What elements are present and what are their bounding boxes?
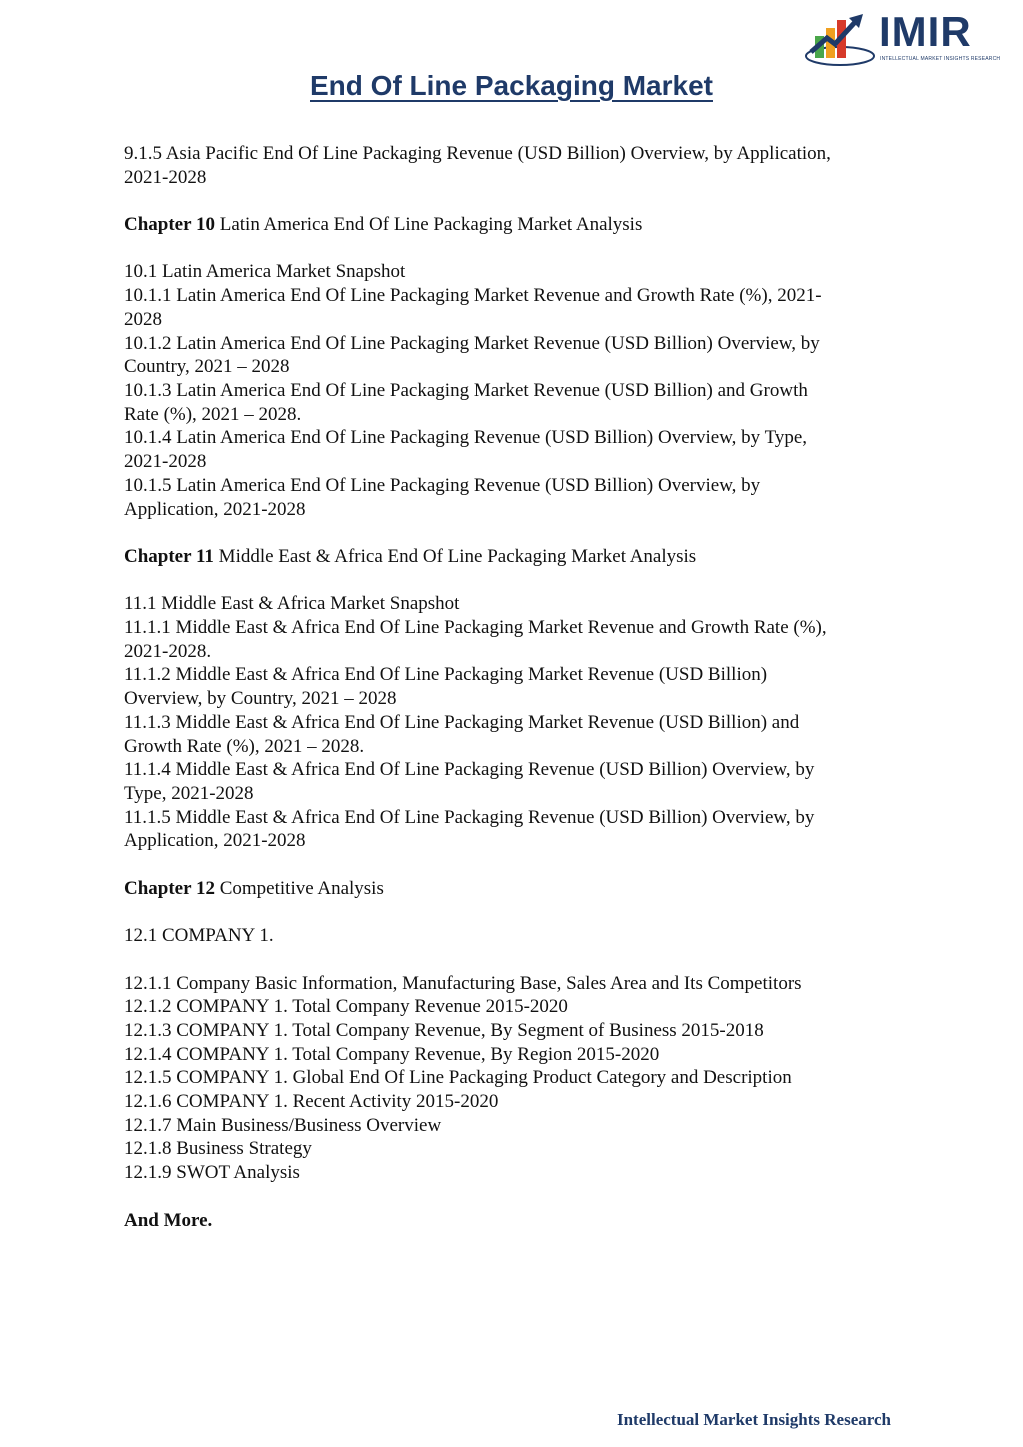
toc-line: 10.1.3 Latin America End Of Line Packaging Market Revenue (USD Billion) and Growth <box>124 380 808 401</box>
chapter-title: Latin America End Of Line Packaging Market Analysis <box>214 214 643 236</box>
chapter-label: Chapter 10 <box>124 214 215 236</box>
toc-line: 11.1 Middle East & Africa Market Snapshot <box>124 593 460 615</box>
toc-block-11 <box>124 592 904 853</box>
toc-line: 10.1.5 Latin America End Of Line Packaging Revenue (USD Billion) Overview, by <box>124 474 761 496</box>
toc-line: 11.1.3 Middle East & Africa End Of Line Packaging Market Revenue (USD Billion) and <box>124 711 800 733</box>
toc-block-10 <box>124 260 904 521</box>
toc-line: 12.1.2 COMPANY 1. Total Company Revenue 2015-2020 <box>124 996 568 1018</box>
toc-block-12-1 <box>124 924 904 948</box>
toc-line: Overview, by Country, 2021 – 2028 <box>124 688 397 710</box>
toc-line: 2028 <box>124 308 162 330</box>
toc-line: Application, 2021-2028 <box>124 498 306 520</box>
toc-line: Country, 2021 – 2028 <box>124 356 290 378</box>
toc-line: 2021-2028 <box>124 451 207 473</box>
toc-content <box>124 142 904 1256</box>
page-title: End Of Line Packaging Market <box>310 70 713 101</box>
bar-chart-arrow-icon <box>805 12 875 68</box>
chapter-10-heading <box>124 213 904 237</box>
chapter-title: Competitive Analysis <box>214 877 384 899</box>
toc-line: 12.1.1 Company Basic Information, Manufacturing Base, Sales Area and Its Competitors <box>124 972 802 994</box>
toc-block-12-1-x <box>124 972 904 1185</box>
toc-line: Rate (%), 2021 – 2028. <box>124 403 302 425</box>
toc-line: 10.1.4 Latin America End Of Line Packaging Revenue (USD Billion) Overview, by Type, <box>124 427 808 449</box>
toc-line: 2021-2028 <box>124 166 207 188</box>
toc-line: 11.1.4 Middle East & Africa End Of Line Packaging Revenue (USD Billion) Overview, by <box>124 759 815 781</box>
toc-line: 12.1 COMPANY 1. <box>124 925 274 947</box>
toc-line: 10.1.2 Latin America End Of Line Packaging Market Revenue (USD Billion) Overview, by <box>124 332 820 354</box>
toc-line: 11.1.5 Middle East & Africa End Of Line Packaging Revenue (USD Billion) Overview, by <box>124 806 815 828</box>
toc-line: 10.1.1 Latin America End Of Line Packaging Market Revenue and Growth Rate (%), 2021- <box>124 285 822 307</box>
toc-line: 12.1.3 COMPANY 1. Total Company Revenue, By Segment of Business 2015-2018 <box>124 1019 764 1041</box>
toc-line: Growth Rate (%), 2021 – 2028. <box>124 735 365 757</box>
toc-line: 12.1.6 COMPANY 1. Recent Activity 2015-2020 <box>124 1091 499 1113</box>
toc-line: 12.1.9 SWOT Analysis <box>124 1162 300 1184</box>
toc-line: 12.1.8 Business Strategy <box>124 1138 312 1160</box>
toc-line: 10.1 Latin America Market Snapshot <box>124 261 406 283</box>
company-logo <box>805 8 1010 68</box>
and-more <box>124 1209 904 1233</box>
toc-block-9 <box>124 142 904 189</box>
chapter-label: Chapter 11 <box>124 545 214 567</box>
toc-line: 9.1.5 Asia Pacific End Of Line Packaging Revenue (USD Billion) Overview, by Application, <box>124 143 831 164</box>
chapter-12-heading <box>124 877 904 901</box>
chapter-label: Chapter 12 <box>124 877 215 899</box>
toc-line: Type, 2021-2028 <box>124 782 254 804</box>
toc-line: 12.1.7 Main Business/Business Overview <box>124 1114 442 1136</box>
toc-line: Application, 2021-2028 <box>124 830 306 852</box>
logo-wordmark: IMIR <box>879 8 972 55</box>
and-more-text: And More. <box>124 1209 213 1231</box>
logo-tagline: INTELLECTUAL MARKET INSIGHTS RESEARCH <box>880 56 1001 62</box>
footer-company-name: Intellectual Market Insights Research <box>616 1410 891 1429</box>
chapter-11-heading <box>124 545 904 569</box>
toc-line: 12.1.4 COMPANY 1. Total Company Revenue, By Region 2015-2020 <box>124 1043 660 1065</box>
toc-line: 11.1.2 Middle East & Africa End Of Line Packaging Market Revenue (USD Billion) <box>124 664 768 686</box>
toc-line: 11.1.1 Middle East & Africa End Of Line Packaging Market Revenue and Growth Rate (%), <box>124 617 827 638</box>
chapter-title: Middle East & Africa End Of Line Packaging Market Analysis <box>213 545 697 567</box>
toc-line: 2021-2028. <box>124 640 212 662</box>
toc-line: 12.1.5 COMPANY 1. Global End Of Line Packaging Product Category and Description <box>124 1067 792 1089</box>
